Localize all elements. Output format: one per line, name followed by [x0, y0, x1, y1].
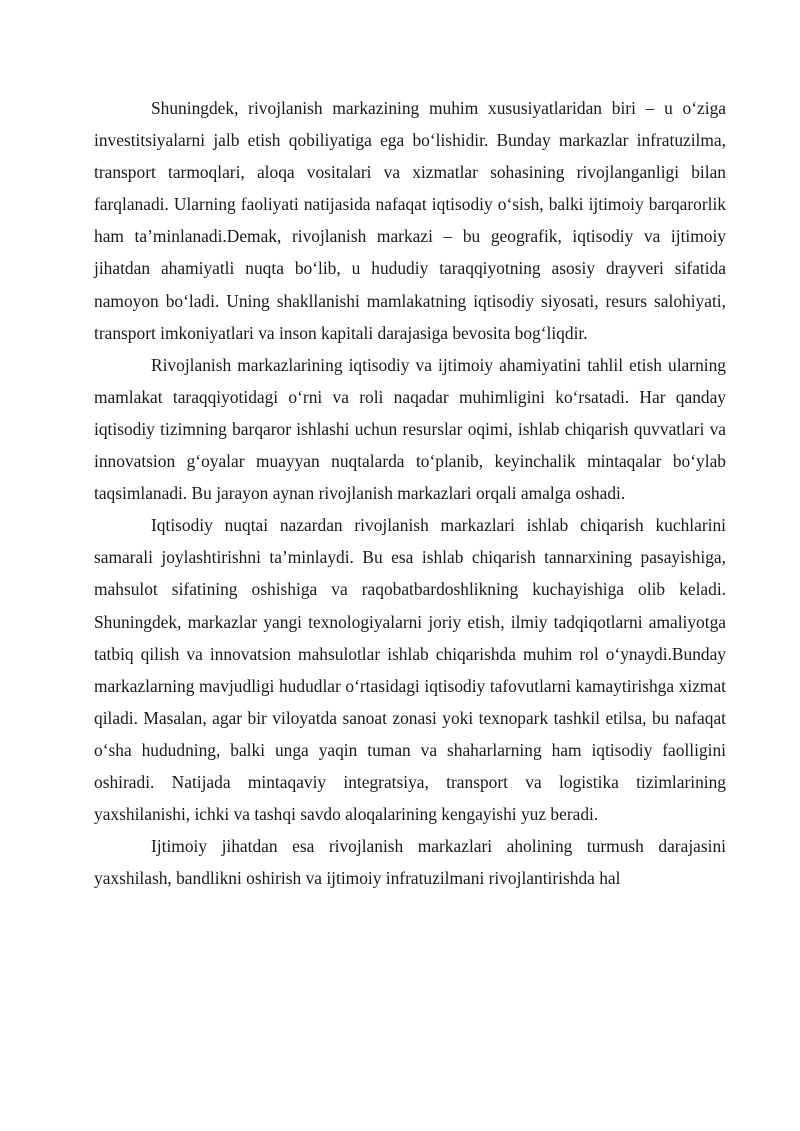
paragraph-2: Rivojlanish markazlarining iqtisodiy va ijtimoiy ahamiyatini tahlil etish ularning mamlakat taraqqiyotidagi o‘rni va roli naqadar muhimligini ko‘rsatadi. Har qanday iqtisodiy tizimning barqaror ishlashi uchun resurslar oqimi, ishlab chiqarish quvvatlari va innovatsion g‘oyalar muayyan nuqtalarda to‘planib, keyinchalik mintaqalar bo‘ylab taqsimlanadi. Bu jarayon aynan rivojlanish markazlari orqali amalga oshadi. — [94, 354, 726, 504]
paragraph-4: Ijtimoiy jihatdan esa rivojlanish markazlari aholining turmush darajasini yaxshilash, bandlikni oshirish va ijtimoiy infratuzilmani rivojlantirishda hal — [94, 836, 726, 889]
paragraph-1: Shuningdek, rivojlanish markazining muhim xususiyatlaridan biri – u o‘ziga investitsiyalarni jalb etish qobiliyatiga ega bo‘lishidir. Bunday markazlar infratuzilma, transport tarmoqlari, aloqa vositalari va xizmatlar sohasining rivojlanganligi bilan farqlanadi. Ularning faoliyati natijasida nafaqat iqtisodiy o‘sish, balki ijtimoiy barqarorlik ham ta’minlanadi.Demak, rivojlanish markazi – bu geografik, iqtisodiy va ijtimoiy jihatdan ahamiyatli nuqta bo‘lib, u hududiy taraqqiyotning asosiy drayveri sifatida namoyon bo‘ladi. Uning shakllanishi mamlakatning iqtisodiy siyosati, resurs salohiyati, transport imkoniyatlari va inson kapitali darajasiga bevosita bog‘liqdir. — [94, 98, 726, 343]
document-page — [94, 92, 726, 894]
paragraph-3: Iqtisodiy nuqtai nazardan rivojlanish markazlari ishlab chiqarish kuchlarini samarali joylashtirishni ta’minlaydi. Bu esa ishlab chiqarish tannarxining pasayishiga, mahsulot sifatining oshishiga va raqobatbardoshlikning kuchayishiga olib keladi. Shuningdek, markazlar yangi texnologiyalarni joriy etish, ilmiy tadqiqotlarni amaliyotga tatbiq qilish va innovatsion mahsulotlar ishlab chiqarishda muhim rol o‘ynaydi.Bunday markazlarning mavjudligi hududlar o‘rtasidagi iqtisodiy tafovutlarni kamaytirishga xizmat qiladi. Masalan, agar bir viloyatda sanoat zonasi yoki texnopark tashkil etilsa, bu nafaqat o‘sha hududning, balki unga yaqin tuman va shaharlarning ham iqtisodiy faolligini oshiradi. Natijada mintaqaviy integratsiya, transport va logistika tizimlarining yaxshilanishi, ichki va tashqi savdo aloqalarining kengayishi yuz beradi. — [94, 515, 726, 825]
